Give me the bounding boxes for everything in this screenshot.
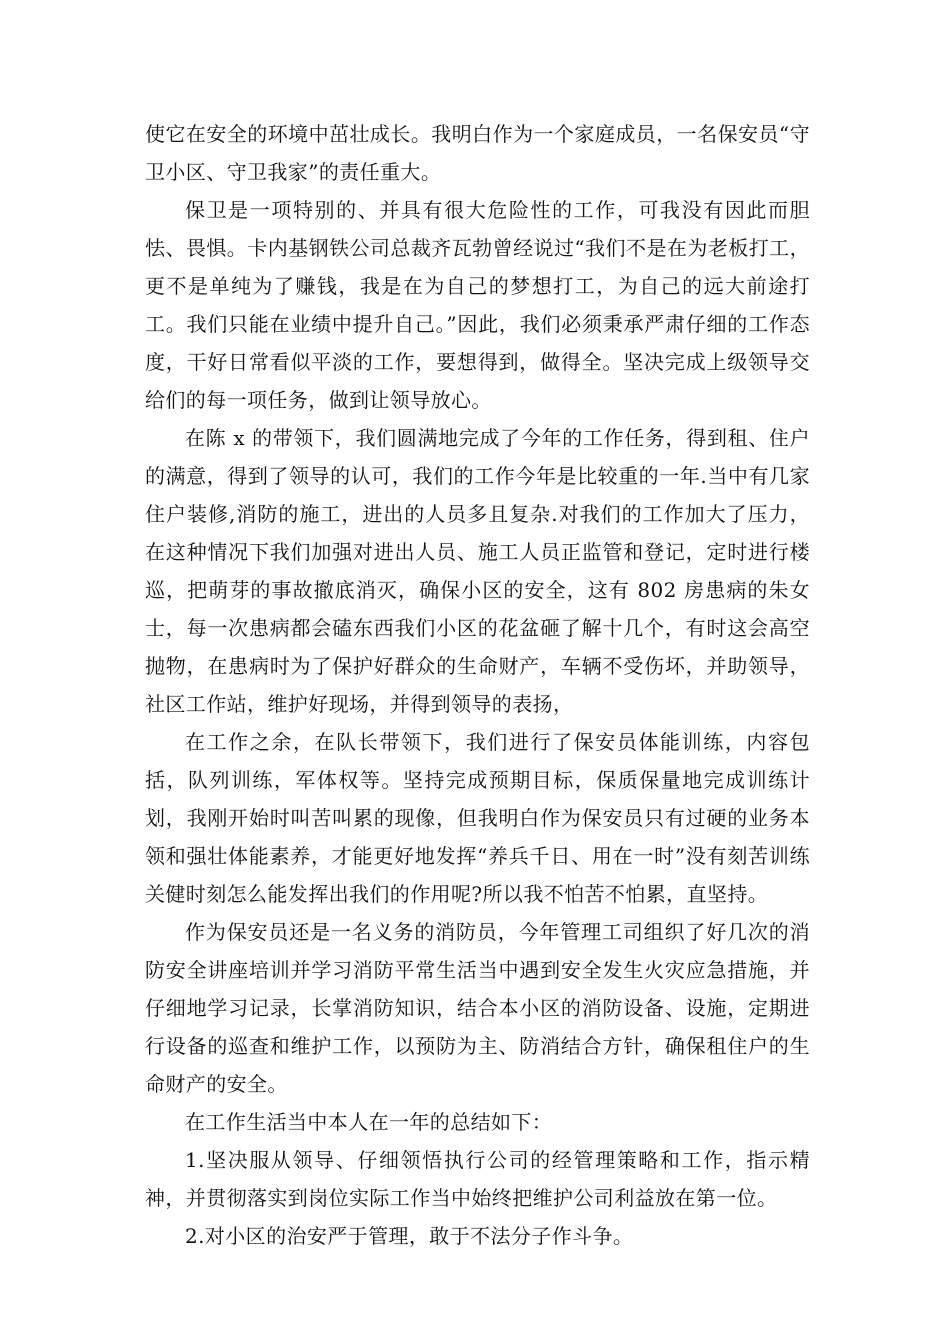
paragraph-1: 使它在安全的环境中茁壮成长。我明白作为一个家庭成员，一名保安员“守卫小区、守卫我家”的责任重大。 (145, 122, 810, 184)
summary-heading: 在工作生活当中本人在一年的总结如下： (185, 1110, 553, 1134)
paragraph-5: 作为保安员还是一名义务的消防员，今年管理工司组织了好几次的消防安全讲座培训并学习消防平常生活当中遇到安全发生火灾应急措施，并仔细地学习记录，长掌消防知识，结合本小区的消防设备、设施，定期进行设备的巡查和维护工作，以预防为主、防消结合方针，确保租住户的生命财产的安全。 (145, 920, 810, 1096)
document-page (145, 115, 810, 1255)
paragraph-4: 在工作之余，在队长带领下，我们进行了保安员体能训练，内容包括，队列训练，军体权等。坚持完成预期目标，保质保量地完成训练计划，我刚开始时叫苦叫累的现像，但我明白作为保安员只有过硬的业务本领和强壮体能素养，才能更好地发挥“养兵千日、用在一时”没有刻苦训练关健时刻怎么能发挥出我们的作用呢?所以我不怕苦不怕累，直坚持。 (145, 730, 810, 906)
paragraph-2: 保卫是一项特别的、并具有很大危险性的工作，可我没有因此而胆怯、畏惧。卡内基钢铁公司总裁齐瓦勃曾经说过“我们不是在为老板打工，更不是单纯为了赚钱，我是在为自己的梦想打工，为自己的远大前途打工。我们只能在业绩中提升自己。”因此，我们必须秉承严肃仔细的工作态度，干好日常看似平淡的工作，要想得到，做得全。坚决完成上级领导交给们的每一项任务，做到让领导放心。 (145, 198, 810, 412)
summary-item-1: 1.坚决服从领导、仔细领悟执行公司的经管理策略和工作，指示精神，并贯彻落实到岗位实际工作当中始终把维护公司利益放在第一位。 (145, 1148, 810, 1210)
summary-item-2: 2.对小区的治安严于管理，敢于不法分子作斗争。 (185, 1224, 634, 1248)
paragraph-3: 在陈 x 的带领下，我们圆满地完成了今年的工作任务，得到租、住户的满意，得到了领导的认可，我们的工作今年是比较重的一年.当中有几家住户装修,消防的施工，进出的人员多且复杂.对我们的工作加大了压力，在这种情况下我们加强对进出人员、施工人员正监管和登记，定时进行楼巡，把萌芽的事故撤底消灭，确保小区的安全，这有 802 房患病的朱女士，每一次患病都会磕东西我们小区的花盆砸了解十几个，有时这会高空抛物，在患病时为了保护好群众的生命财产，车辆不受伤坏，并助领导，社区工作站，维护好现场，并得到领导的表扬， (145, 426, 810, 716)
